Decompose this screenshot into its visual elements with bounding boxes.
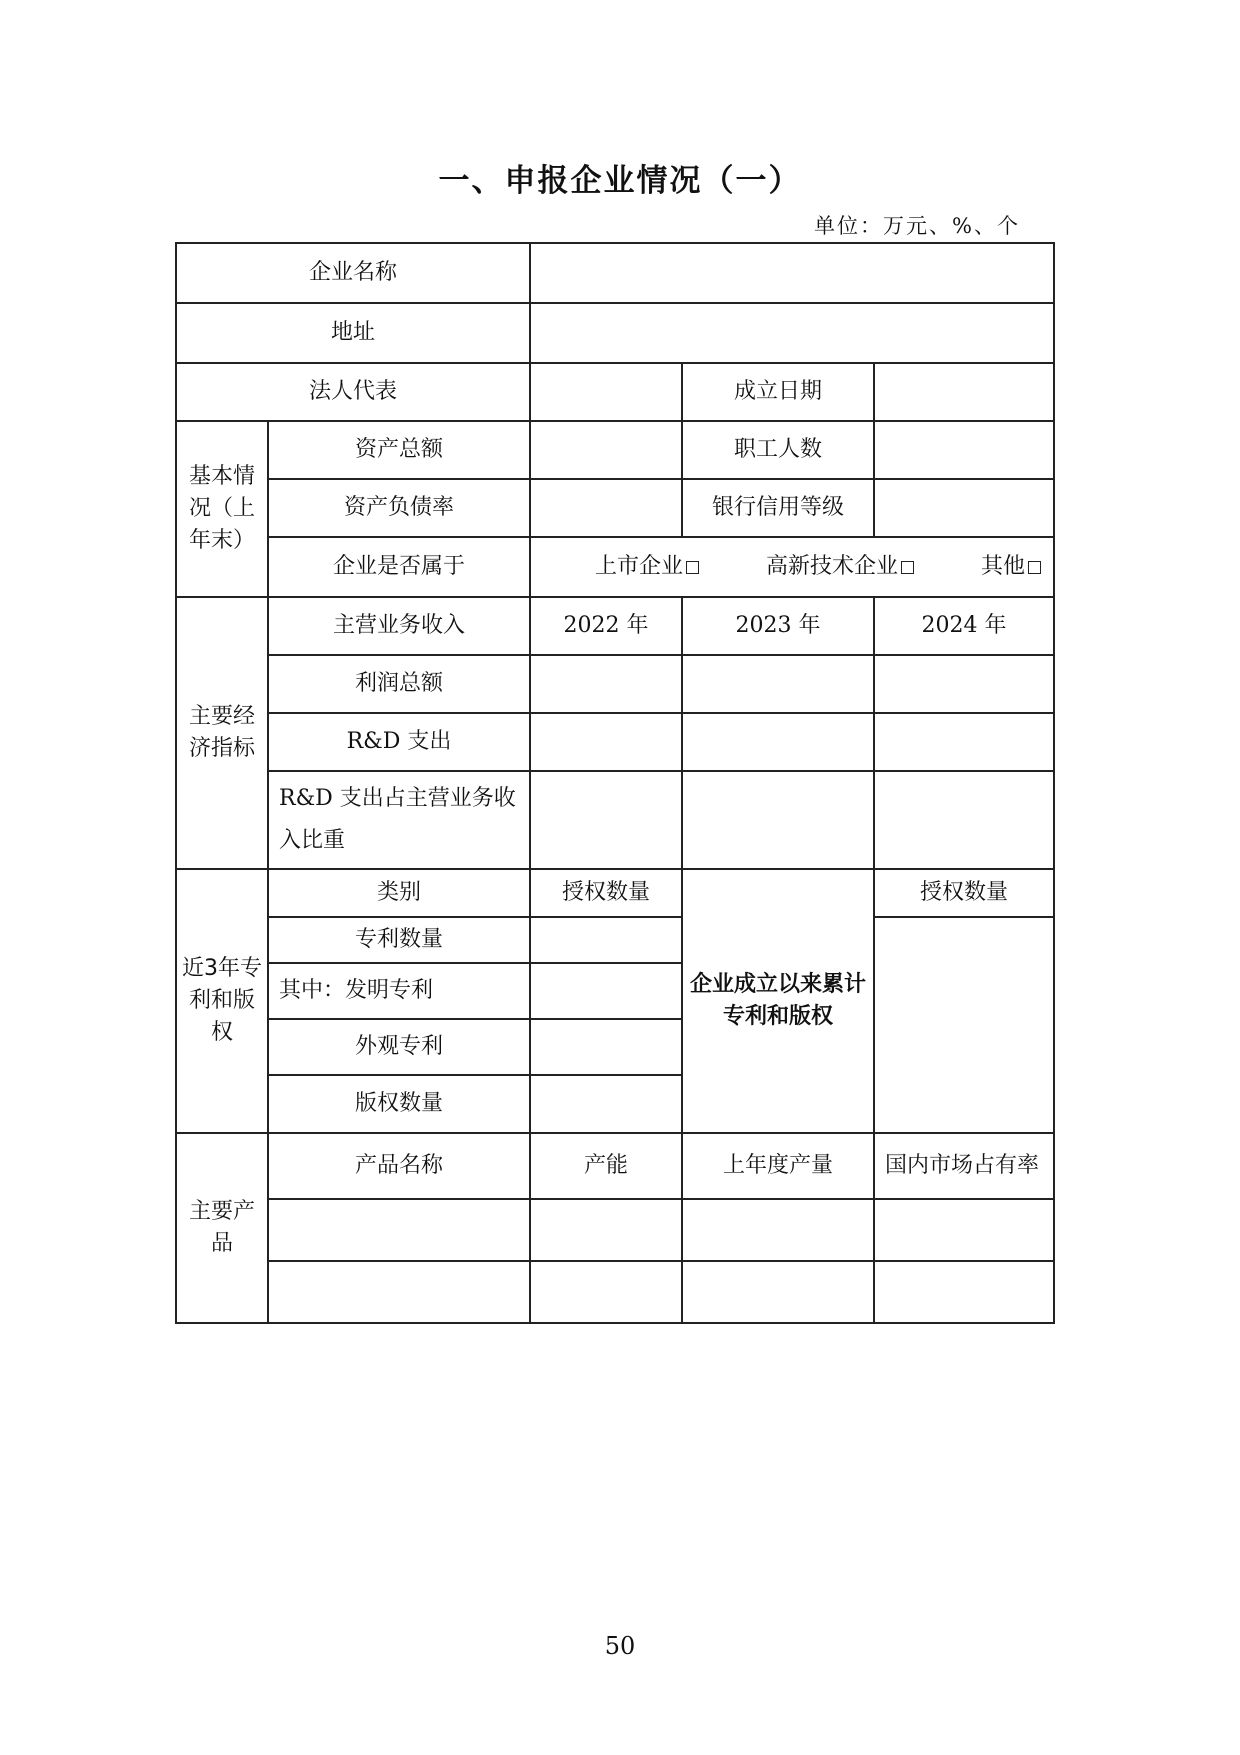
address-value[interactable] <box>530 303 1054 363</box>
output-header: 上年度产量 <box>682 1133 874 1199</box>
product-row <box>176 1261 1054 1323</box>
share-cell[interactable] <box>874 1261 1054 1323</box>
row-profit <box>176 655 1054 713</box>
copyright-value[interactable] <box>530 1075 682 1133</box>
product-name-cell[interactable] <box>268 1199 530 1261</box>
rd-label: R&D 支出 <box>268 713 530 771</box>
copyright-label: 版权数量 <box>268 1075 530 1133</box>
row-debt-ratio <box>176 479 1054 537</box>
share-cell[interactable] <box>874 1199 1054 1261</box>
row-ip-header <box>176 869 1054 917</box>
share-header: 国内市场占有率 <box>874 1133 1054 1199</box>
output-cell[interactable] <box>682 1261 874 1323</box>
row-total-assets <box>176 421 1054 479</box>
economics-section-label: 主要经济指标 <box>176 597 268 869</box>
rd-ratio-2024[interactable] <box>874 771 1054 869</box>
founded-value[interactable] <box>874 363 1054 421</box>
row-patents <box>176 917 1054 963</box>
row-address <box>176 303 1054 363</box>
ip-cumulative-label: 企业成立以来累计专利和版权 <box>682 869 874 1133</box>
rd-ratio-label: R&D 支出占主营业务收入比重 <box>268 771 530 869</box>
checkbox-other[interactable] <box>1028 561 1041 574</box>
employees-value[interactable] <box>874 421 1054 479</box>
row-rd-ratio <box>176 771 1054 869</box>
patents-value[interactable] <box>530 917 682 963</box>
row-rd <box>176 713 1054 771</box>
rd-2023[interactable] <box>682 713 874 771</box>
invention-value[interactable] <box>530 963 682 1019</box>
company-info-table <box>175 242 1055 1324</box>
year-2023: 2023 年 <box>682 597 874 655</box>
output-cell[interactable] <box>682 1199 874 1261</box>
rd-ratio-2022[interactable] <box>530 771 682 869</box>
cumulative-value[interactable] <box>874 917 1054 1133</box>
credit-rating-value[interactable] <box>874 479 1054 537</box>
founded-label: 成立日期 <box>682 363 874 421</box>
ip-section-label: 近3年专利和版权 <box>176 869 268 1133</box>
option-other[interactable] <box>981 551 1041 583</box>
debt-ratio-value[interactable] <box>530 479 682 537</box>
debt-ratio-label: 资产负债率 <box>268 479 530 537</box>
capacity-cell[interactable] <box>530 1199 682 1261</box>
profit-2024[interactable] <box>874 655 1054 713</box>
company-category-options <box>530 537 1054 597</box>
revenue-label: 主营业务收入 <box>268 597 530 655</box>
legal-rep-label: 法人代表 <box>176 363 530 421</box>
checkbox-hightech[interactable] <box>901 561 914 574</box>
checkbox-listed[interactable] <box>686 561 699 574</box>
profit-label: 利润总额 <box>268 655 530 713</box>
row-products-header <box>176 1133 1054 1199</box>
address-label: 地址 <box>176 303 530 363</box>
credit-rating-label: 银行信用等级 <box>682 479 874 537</box>
employees-label: 职工人数 <box>682 421 874 479</box>
design-value[interactable] <box>530 1019 682 1075</box>
rd-2024[interactable] <box>874 713 1054 771</box>
year-2022: 2022 年 <box>530 597 682 655</box>
company-category-label: 企业是否属于 <box>268 537 530 597</box>
option-listed[interactable] <box>595 551 699 583</box>
company-name-label: 企业名称 <box>176 243 530 303</box>
unit-note: 单位：万元、%、个 <box>814 214 1020 238</box>
design-label: 外观专利 <box>268 1019 530 1075</box>
year-2024: 2024 年 <box>874 597 1054 655</box>
ip-granted-header-2: 授权数量 <box>874 869 1054 917</box>
row-company-category <box>176 537 1054 597</box>
legal-rep-value[interactable] <box>530 363 682 421</box>
patents-label: 专利数量 <box>268 917 530 963</box>
product-name-cell[interactable] <box>268 1261 530 1323</box>
capacity-cell[interactable] <box>530 1261 682 1323</box>
row-company-name <box>176 243 1054 303</box>
row-revenue <box>176 597 1054 655</box>
option-hightech[interactable] <box>766 551 914 583</box>
ip-category-header: 类别 <box>268 869 530 917</box>
page-number: 50 <box>604 1632 636 1660</box>
option-listed-label: 上市企业 <box>595 554 684 580</box>
product-row <box>176 1199 1054 1261</box>
rd-2022[interactable] <box>530 713 682 771</box>
total-assets-label: 资产总额 <box>268 421 530 479</box>
option-other-label: 其他 <box>981 554 1026 580</box>
rd-ratio-2023[interactable] <box>682 771 874 869</box>
profit-2023[interactable] <box>682 655 874 713</box>
product-name-header: 产品名称 <box>268 1133 530 1199</box>
page-title: 一、申报企业情况（一） <box>438 163 802 199</box>
profit-2022[interactable] <box>530 655 682 713</box>
total-assets-value[interactable] <box>530 421 682 479</box>
option-hightech-label: 高新技术企业 <box>766 554 899 580</box>
basic-section-label: 基本情况（上年末） <box>176 421 268 597</box>
row-legal-rep <box>176 363 1054 421</box>
products-section-label: 主要产品 <box>176 1133 268 1323</box>
ip-granted-header: 授权数量 <box>530 869 682 917</box>
capacity-header: 产能 <box>530 1133 682 1199</box>
invention-label: 其中：发明专利 <box>268 963 530 1019</box>
company-name-value[interactable] <box>530 243 1054 303</box>
